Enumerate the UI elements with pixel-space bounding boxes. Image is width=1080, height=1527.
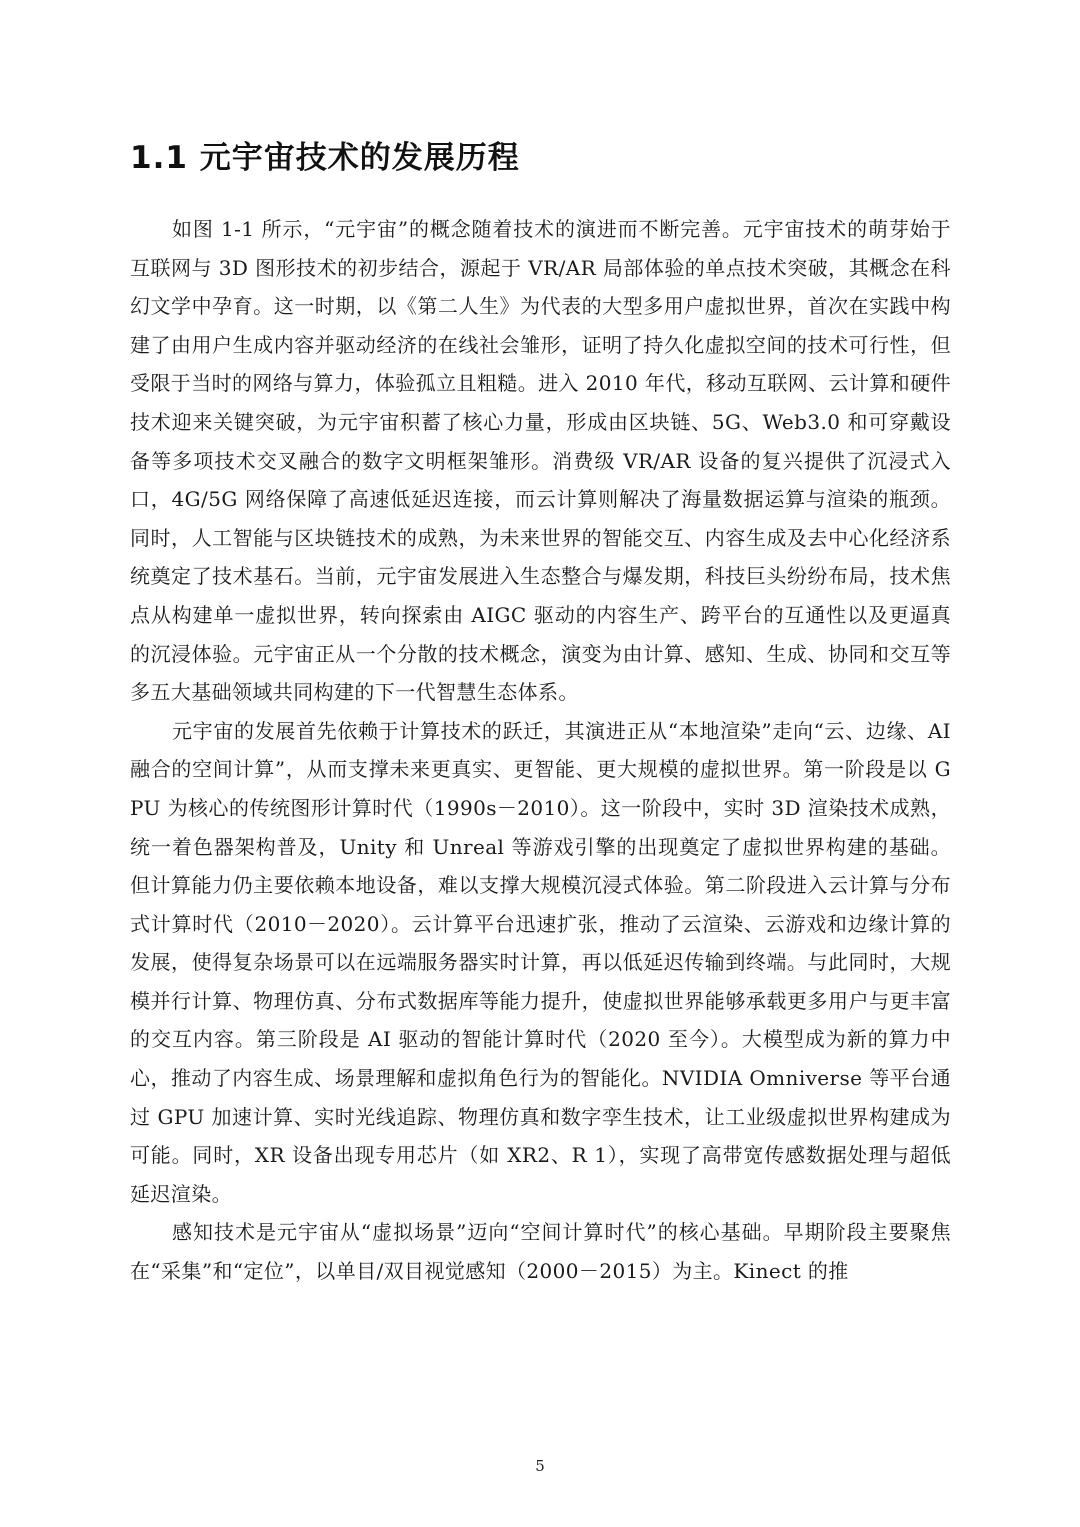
body-text xyxy=(130,210,951,1291)
page-number: 5 xyxy=(535,1457,545,1475)
paragraph-1: 如图 1-1 所示，“元宇宙”的概念随着技术的演进而不断完善。元宇宙技术的萌芽始于互联网与 3D 图形技术的初步结合，源起于 VR/AR 局部体验的单点技术突破，其概念在科幻文学中孕育。这一时期，以《第二人生》为代表的大型多用户虚拟世界，首次在实践中构建了由用户生成内容并驱动经济的在线社会雏形，证明了持久化虚拟空间的技术可行性，但受限于当时的网络与算力，体验孤立且粗糙。进入 2010 年代，移动互联网、云计算和硬件技术迎来关键突破，为元宇宙积蓄了核心力量，形成由区块链、5G、Web3.0 和可穿戴设备等多项技术交叉融合的数字文明框架雏形。消费级 VR/AR 设备的复兴提供了沉浸式入口，4G/5G 网络保障了高速低延迟连接，而云计算则解决了海量数据运算与渲染的瓶颈。同时，人工智能与区块链技术的成熟，为未来世界的智能交互、内容生成及去中心化经济系统奠定了技术基石。当前，元宇宙发展进入生态整合与爆发期，科技巨头纷纷布局，技术焦点从构建单一虚拟世界，转向探索由 AIGC 驱动的内容生产、跨平台的互通性以及更逼真的沉浸体验。元宇宙正从一个分散的技术概念，演变为由计算、感知、生成、协同和交互等多五大基础领域共同构建的下一代智慧生态体系。 xyxy=(130,217,951,705)
paragraph-2: 元宇宙的发展首先依赖于计算技术的跃迁，其演进正从“本地渲染”走向“云、边缘、AI 融合的空间计算”，从而支撑未来更真实、更智能、更大规模的虚拟世界。第一阶段是以 GPU 为核心的传统图形计算时代（1990s－2010）。这一阶段中，实时 3D 渲染技术成熟，统一着色器架构普及，Unity 和 Unreal 等游戏引擎的出现奠定了虚拟世界构建的基础。但计算能力仍主要依赖本地设备，难以支撑大规模沉浸式体验。第二阶段进入云计算与分布式计算时代（2010－2020）。云计算平台迅速扩张，推动了云渲染、云游戏和边缘计算的发展，使得复杂场景可以在远端服务器实时计算，再以低延迟传输到终端。与此同时，大规模并行计算、物理仿真、分布式数据库等能力提升，使虚拟世界能够承载更多用户与更丰富的交互内容。第三阶段是 AI 驱动的智能计算时代（2020 至今）。大模型成为新的算力中心，推动了内容生成、场景理解和虚拟角色行为的智能化。NVIDIA Omniverse 等平台通过 GPU 加速计算、实时光线追踪、物理仿真和数字孪生技术，让工业级虚拟世界构建成为可能。同时，XR 设备出现专用芯片（如 XR2、R 1），实现了高带宽传感数据处理与超低延迟渲染。 xyxy=(130,718,951,1206)
paragraph-3: 感知技术是元宇宙从“虚拟场景”迈向“空间计算时代”的核心基础。早期阶段主要聚焦在“采集”和“定位”，以单目/双目视觉感知（2000－2015）为主。Kinect 的推 xyxy=(130,1220,951,1284)
section-title: 1.1 元宇宙技术的发展历程 xyxy=(130,140,520,176)
